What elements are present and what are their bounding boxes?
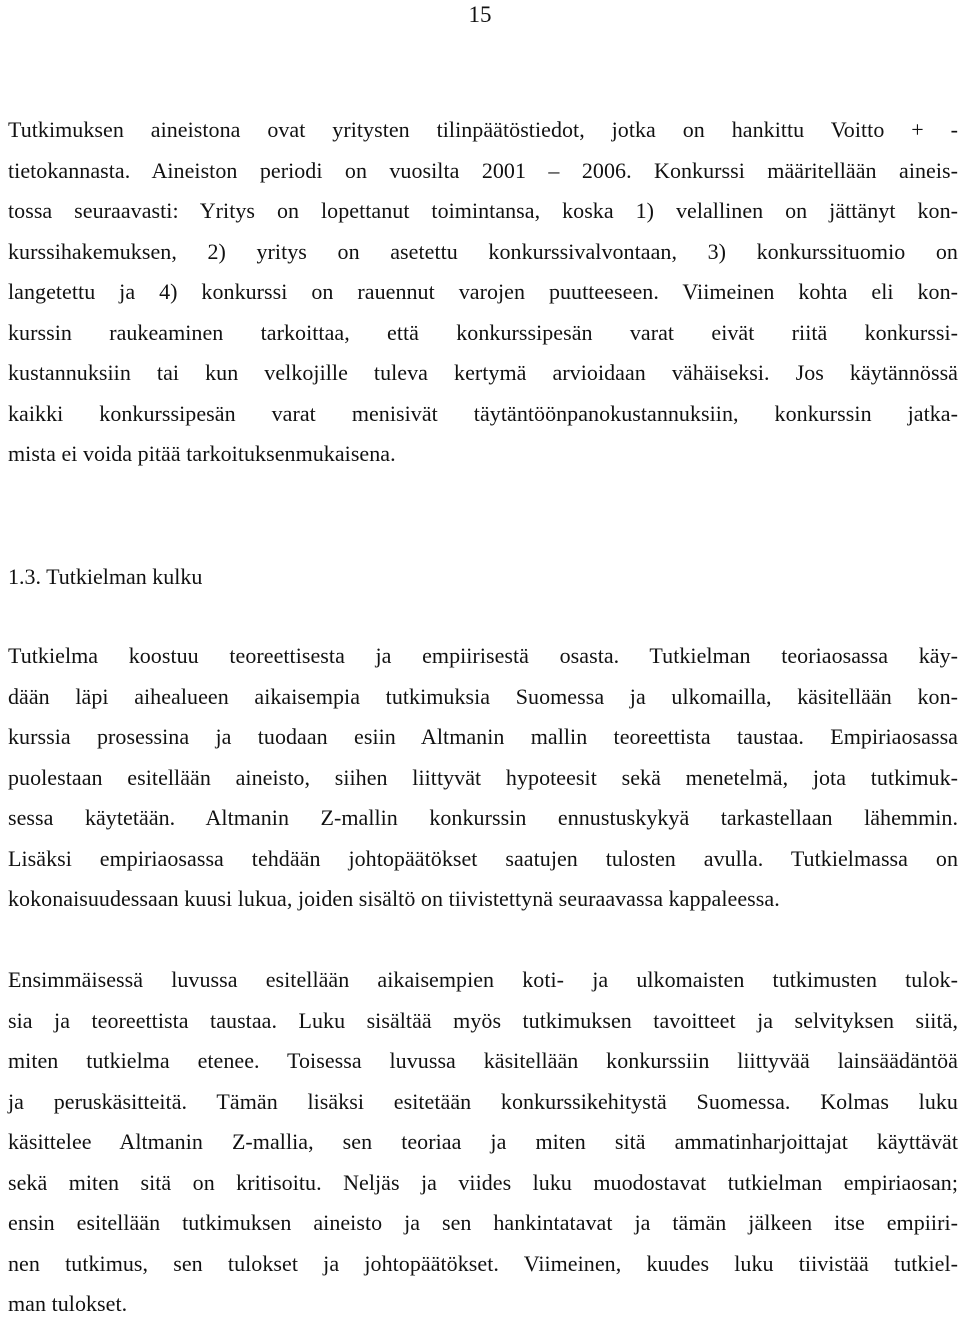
paragraph-thesis-structure	[8, 636, 958, 920]
text-line: kokonaisuudessaan kuusi lukua, joiden sisältö on tiivistettynä seuraavassa kappaleessa.	[8, 886, 780, 911]
text-line: sekä miten sitä on kritisoitu. Neljäs ja viides luku muodostavat tutkielman empiriaosan;	[8, 1169, 958, 1195]
text-line: langetettu ja 4) konkurssi on rauennut varojen puutteeseen. Viimeinen kohta eli kon-	[8, 279, 958, 304]
text-line: ja peruskäsitteitä. Tämän lisäksi esitetään konkurssikehitystä Suomessa. Kolmas luku	[8, 1088, 958, 1114]
text-line: mista ei voida pitää tarkoituksenmukaisena.	[8, 441, 396, 466]
text-line: kurssihakemuksen, 2) yritys on asetettu konkurssivalvontaan, 3) konkurssituomio on	[8, 238, 958, 264]
text-line: Ensimmäisessä luvussa esitellään aikaisempien koti- ja ulkomaisten tutkimusten tulok-	[8, 967, 958, 992]
text-line: käsittelee Altmanin Z-mallia, sen teoriaa ja miten sitä ammatinharjoittajat käyttävät	[8, 1129, 958, 1154]
text-line: nen tutkimus, sen tulokset ja johtopäätökset. Viimeinen, kuudes luku tiivistää tutkiel-	[8, 1250, 958, 1276]
text-line: tossa seuraavasti: Yritys on lopettanut toimintansa, koska 1) velallinen on jättänyt kon-	[8, 198, 958, 223]
section-heading: 1.3. Tutkielman kulku	[8, 564, 203, 589]
text-line: Tutkielma koostuu teoreettisesta ja empiirisestä osasta. Tutkielman teoriaosassa käy-	[8, 643, 958, 668]
text-line: puolestaan esitellään aineisto, siihen liittyvät hypoteesit sekä menetelmä, jota tutkimuk-	[8, 764, 958, 790]
text-line: Lisäksi empiriaosassa tehdään johtopäätökset saatujen tulosten avulla. Tutkielmassa on	[8, 845, 958, 871]
paragraph-chapter-overview	[8, 960, 958, 1325]
paragraph-data-description	[8, 110, 958, 475]
text-line: sia ja teoreettista taustaa. Luku sisältää myös tutkimuksen tavoitteet ja selvityksen siitä,	[8, 1007, 958, 1033]
text-line: ensin esitellään tutkimuksen aineisto ja sen hankintatavat ja tämän jälkeen itse empiiri-	[8, 1210, 958, 1235]
page-number: 15	[468, 2, 492, 27]
text-line: kurssin raukeaminen tarkoittaa, että konkurssipesän varat eivät riitä konkurssi-	[8, 319, 958, 345]
text-line: kaikki konkurssipesän varat menisivät täytäntöönpanokustannuksiin, konkurssin jatka-	[8, 400, 958, 426]
text-line: kustannuksiin tai kun velkojille tuleva kertymä arvioidaan vähäiseksi. Jos käytännössä	[8, 360, 958, 385]
text-line: man tulokset.	[8, 1291, 128, 1316]
text-line: dään läpi aihealueen aikaisempia tutkimuksia Suomessa ja ulkomailla, käsitellään kon-	[8, 683, 958, 709]
text-line: Tutkimuksen aineistona ovat yritysten tilinpäätöstiedot, jotka on hankittu Voitto + -	[8, 117, 958, 142]
text-line: kurssia prosessina ja tuodaan esiin Altmanin mallin teoreettista taustaa. Empiriaosassa	[8, 724, 958, 749]
text-line: tietokannasta. Aineiston periodi on vuosilta 2001 – 2006. Konkurssi määritellään aineis-	[8, 157, 958, 183]
text-line: sessa käytetään. Altmanin Z-mallin konkurssin ennustuskykyä tarkastellaan lähemmin.	[8, 805, 958, 830]
text-line: miten tutkielma etenee. Toisessa luvussa käsitellään konkurssiin liittyvää lainsäädäntöä	[8, 1048, 958, 1073]
